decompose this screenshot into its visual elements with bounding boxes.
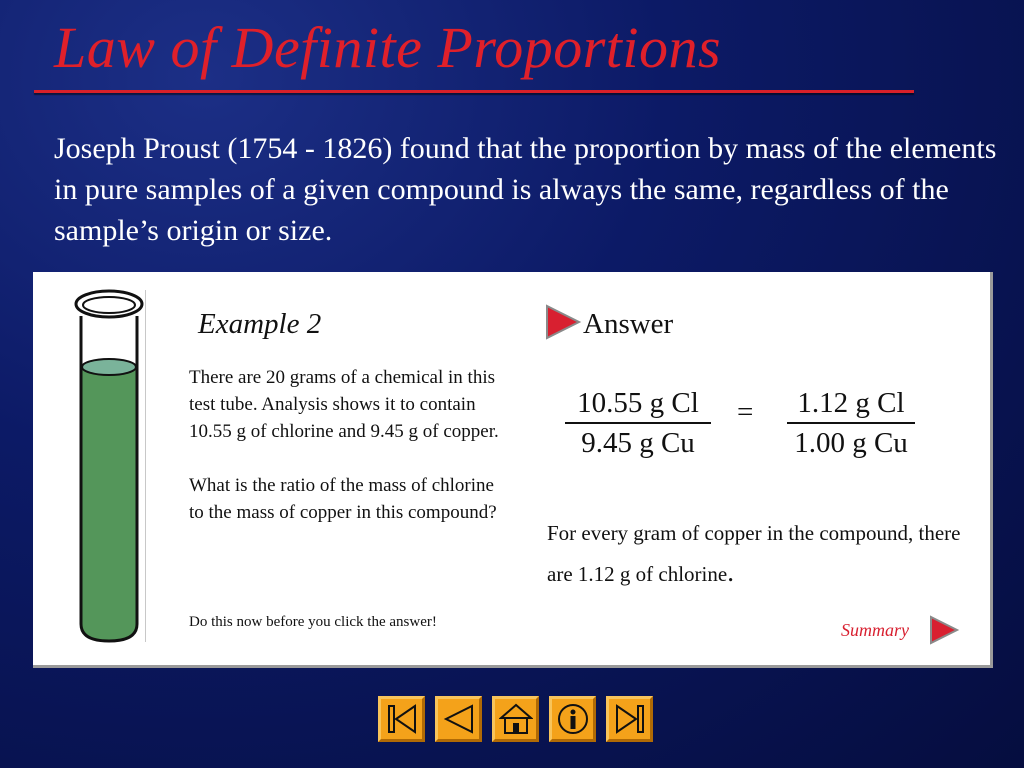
equals-sign: =	[737, 396, 754, 428]
slide-title: Law of Definite Proportions	[54, 15, 722, 80]
home-button[interactable]	[492, 696, 539, 742]
instruction-note: Do this now before you click the answer!	[189, 614, 437, 630]
divider-line	[145, 290, 146, 642]
intro-text: Joseph Proust (1754 - 1826) found that the proportion by mass of the elements in pure samples of a given compound is always the same, regardless of the sample’s origin or size.	[54, 132, 997, 247]
previous-slide-button[interactable]	[435, 696, 482, 742]
conclusion-text: For every gram of copper in the compound, there are 1.12 g of chlorine	[547, 521, 961, 586]
ratio-fraction-simplified	[787, 384, 915, 462]
example-title: Example 2	[198, 308, 322, 340]
previous-arrow-icon	[442, 702, 476, 736]
summary-play-icon[interactable]	[928, 614, 960, 646]
question-paragraph-2: What is the ratio of the mass of chlorine to the mass of copper in this compound?	[189, 475, 497, 523]
skip-first-icon	[385, 702, 419, 736]
summary-link[interactable]: Summary	[841, 620, 909, 640]
title-underline	[34, 90, 914, 93]
question-text	[189, 364, 509, 553]
last-slide-button[interactable]	[606, 696, 653, 742]
fraction-numerator: 10.55 g Cl	[565, 384, 711, 424]
answer-conclusion	[547, 514, 977, 594]
info-button[interactable]	[549, 696, 596, 742]
conclusion-period: .	[727, 557, 734, 587]
info-icon	[556, 702, 590, 736]
first-slide-button[interactable]	[378, 696, 425, 742]
example-panel	[33, 272, 993, 668]
fraction-denominator: 9.45 g Cu	[581, 427, 695, 459]
home-icon	[499, 702, 533, 736]
answer-play-icon[interactable]	[543, 302, 583, 342]
answer-label[interactable]: Answer	[583, 308, 674, 340]
skip-last-icon	[613, 702, 647, 736]
fraction-numerator: 1.12 g Cl	[787, 384, 915, 424]
test-tube-image	[73, 284, 145, 644]
navigation-bar	[378, 696, 653, 742]
fraction-denominator: 1.00 g Cu	[794, 427, 908, 459]
ratio-fraction-given	[565, 384, 711, 462]
question-paragraph-1: There are 20 grams of a chemical in this test tube. Analysis shows it to contain 10.55 g of chlorine and 9.45 g of copper.	[189, 367, 499, 442]
